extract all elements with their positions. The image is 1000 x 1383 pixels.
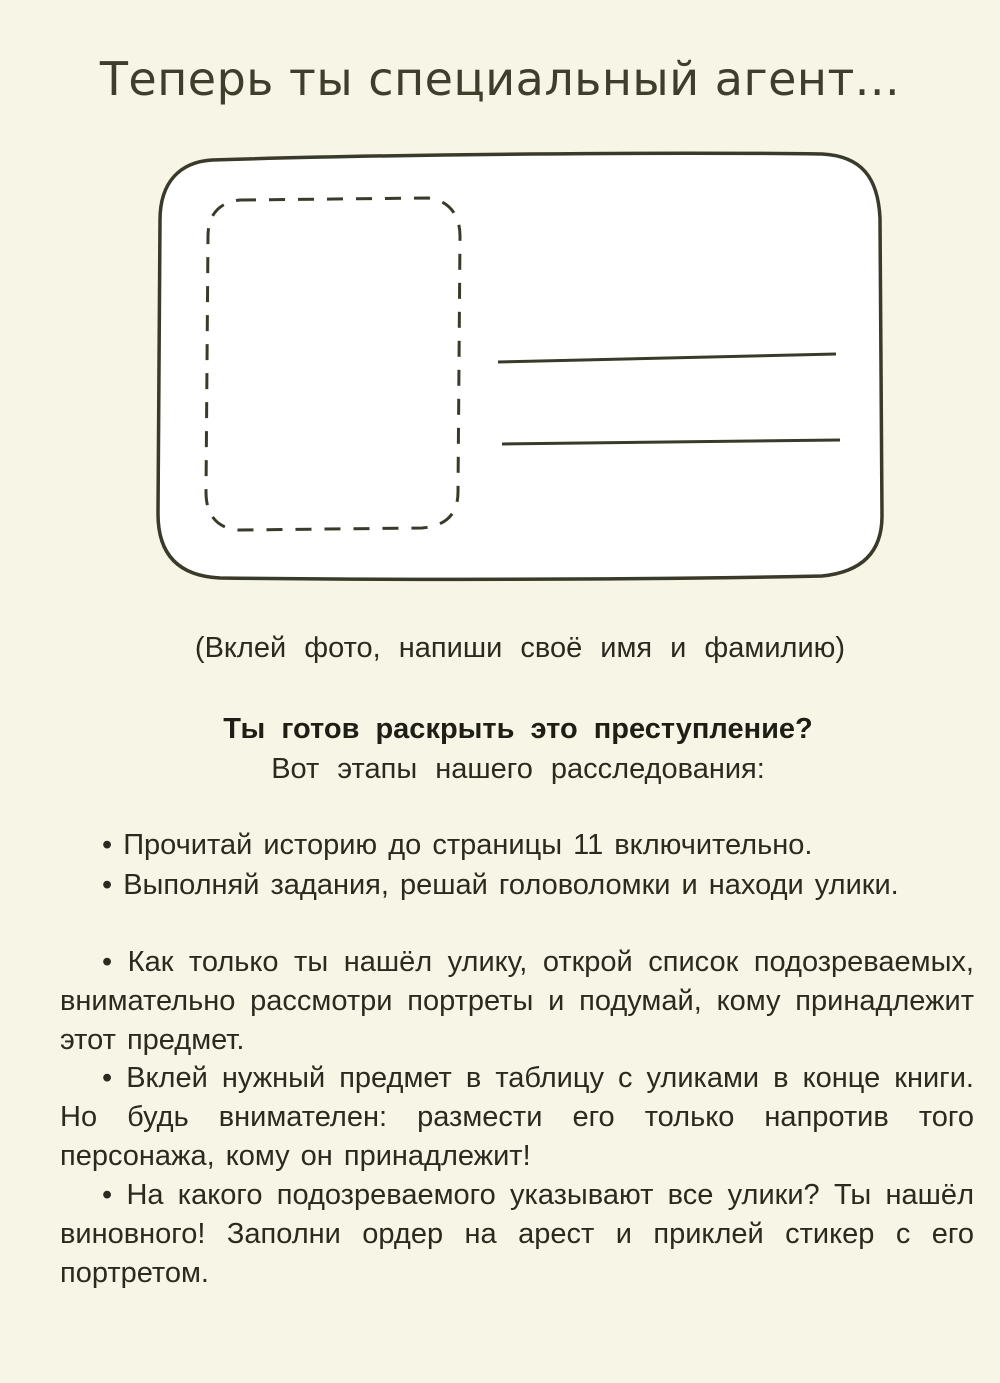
id-card-border [158, 153, 882, 579]
step-item: • Вклей нужный предмет в таблицу с уликами в конце книги. Но будь внимателен: размести его только напротив того персонажа, кому он принадлежит! [60, 1062, 974, 1172]
step-item: • Как только ты нашёл улику, открой список подозреваемых, внимательно рассмотри портреты и подумай, кому принадлежит этот предмет. [60, 946, 974, 1056]
step-item: • На какого подозреваемого указывают все улики? Ты нашёл виновного! Заполни ордер на арест и приклей стикер с его портретом. [60, 1179, 974, 1289]
steps-intro: Вот этапы нашего расследования: [271, 753, 765, 785]
step-item: • Прочитай историю до страницы 11 включительно. [102, 829, 813, 861]
id-card [150, 148, 890, 588]
photo-caption: (Вклей фото, напиши своё имя и фамилию) [194, 632, 846, 664]
question-heading: Ты готов раскрыть это преступление? [223, 713, 813, 745]
page-title: Теперь ты специальный агент... [99, 52, 901, 106]
step-item: • Выполняй задания, решай головоломки и находи улики. [102, 869, 899, 901]
